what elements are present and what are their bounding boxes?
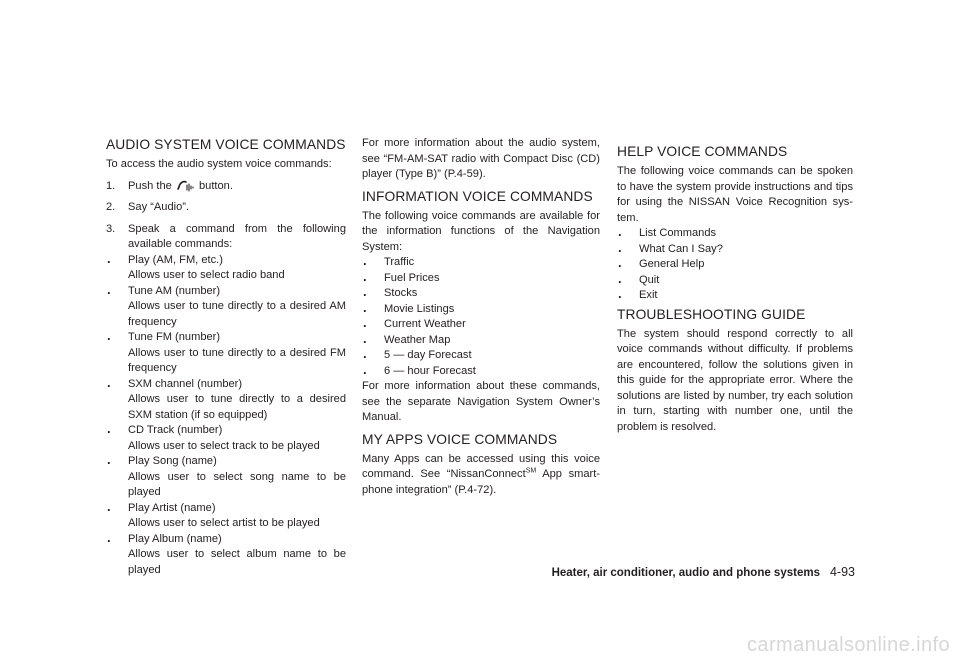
command-description: Allows user to select radio band — [128, 269, 285, 281]
audio-commands-heading: AUDIO SYSTEM VOICE COMMANDS — [106, 137, 346, 152]
audio-command-list — [106, 423, 346, 439]
list-item: . Tune FM (number) — [106, 330, 346, 346]
list-item: . General Help — [617, 257, 853, 273]
service-mark: SM — [525, 467, 537, 475]
audio-intro: To access the audio system voice commands: — [106, 158, 332, 170]
troubleshooting-text: The system should respond correctly to all voice commands without difficulty. If problems are encountered, follow the solutions given in this guide for the appropriate error. Where the solutions are listed by number, try each solution in turn, starting with number one, until the problem is resolved. — [617, 327, 853, 433]
list-item: . CD Track (number) — [106, 423, 346, 439]
step-text-post: button. — [198, 179, 233, 192]
column-info — [362, 136, 600, 498]
list-item: . Play Artist (name) — [106, 501, 346, 517]
step-1 — [106, 179, 346, 195]
watermark — [0, 634, 960, 657]
step-number: 2. — [106, 201, 116, 213]
list-item: . SXM channel (number) — [106, 377, 346, 393]
page-number: 4-93 — [829, 565, 855, 579]
my-apps-text: Many Apps can be accessed using this voice command. See “NissanConnect℠ App smart-phone integration” (P.4-72). — [362, 452, 600, 496]
audio-command-list — [106, 532, 346, 548]
list-item: . List Commands — [617, 226, 853, 242]
audio-command-list — [106, 501, 346, 517]
list-item: . Stocks — [362, 286, 600, 302]
help-intro: The following voice commands can be spoken to have the system provide instructions and tips for using the NISSAN Voice Recognition sys-tem. — [617, 165, 853, 224]
watermark-text: carmanualsonline.info — [747, 634, 950, 656]
list-item: . What Can I Say? — [617, 242, 853, 258]
voice-recognition-icon — [177, 180, 195, 192]
info-command-list — [362, 255, 600, 379]
help-commands-heading: HELP VOICE COMMANDS — [617, 144, 788, 159]
list-item: . Play Album (name) — [106, 532, 346, 548]
list-item: . Play (AM, FM, etc.) — [106, 253, 346, 269]
list-item: . Traffic — [362, 255, 600, 271]
command-description: Allows user to select track to be played — [128, 439, 320, 452]
list-item: . 6 — hour Forecast — [362, 364, 600, 380]
step-text-pre: Push the — [128, 179, 172, 192]
command-description: Allows user to tune directly to a desired FM frequency — [128, 346, 346, 374]
list-item: . Play Song (name) — [106, 454, 346, 470]
list-item: . Fuel Prices — [362, 271, 600, 287]
list-item: . Current Weather — [362, 317, 600, 333]
command-description: Allows user to select album name to be played — [128, 548, 346, 576]
troubleshooting-heading: TROUBLESHOOTING GUIDE — [617, 306, 806, 322]
command-description: Allows user to tune directly to a desired AM frequency — [128, 300, 346, 328]
step-text: Speak a command from the following available commands: — [128, 222, 346, 250]
audio-more-info: For more information about the audio system, see “FM-AM-SAT radio with Compact Disc (CD) player (Type B)” (P.4-59). — [362, 137, 600, 180]
help-command-list — [617, 226, 853, 304]
info-commands-heading: INFORMATION VOICE COMMANDS — [362, 188, 593, 204]
list-item: . Movie Listings — [362, 302, 600, 318]
audio-command-list — [106, 377, 346, 393]
list-item: . Tune AM (number) — [106, 284, 346, 300]
command-description: Allows user to select song name to be played — [128, 470, 346, 498]
list-item: . Exit — [617, 288, 853, 304]
step-2 — [106, 200, 346, 216]
step-text: Say “Audio”. — [128, 201, 190, 213]
audio-command-list — [106, 253, 346, 269]
command-description: Allows user to tune directly to a desired SXM station (if so equipped) — [128, 393, 346, 421]
list-item: . 5 — day Forecast — [362, 348, 600, 364]
column-help — [617, 136, 853, 435]
command-description: Allows user to select artist to be played — [128, 517, 320, 529]
step-number: 3. — [106, 222, 116, 235]
info-intro: The following voice commands are available for the information functions of the Navigation System: — [362, 209, 600, 253]
list-item: . Weather Map — [362, 333, 600, 349]
audio-command-list — [106, 454, 346, 470]
list-item: . Quit — [617, 273, 853, 289]
step-3 — [106, 222, 346, 253]
step-number: 1. — [106, 179, 116, 192]
audio-command-list — [106, 284, 346, 300]
footer-section-title: Heater, air conditioner, audio and phone systems — [551, 567, 820, 579]
page-footer — [520, 565, 855, 579]
info-more: For more information about these commands, see the separate Navigation System Owner’s Manual. — [362, 380, 600, 423]
my-apps-heading: MY APPS VOICE COMMANDS — [362, 431, 558, 447]
audio-command-list — [106, 330, 346, 346]
column-audio — [106, 136, 346, 578]
